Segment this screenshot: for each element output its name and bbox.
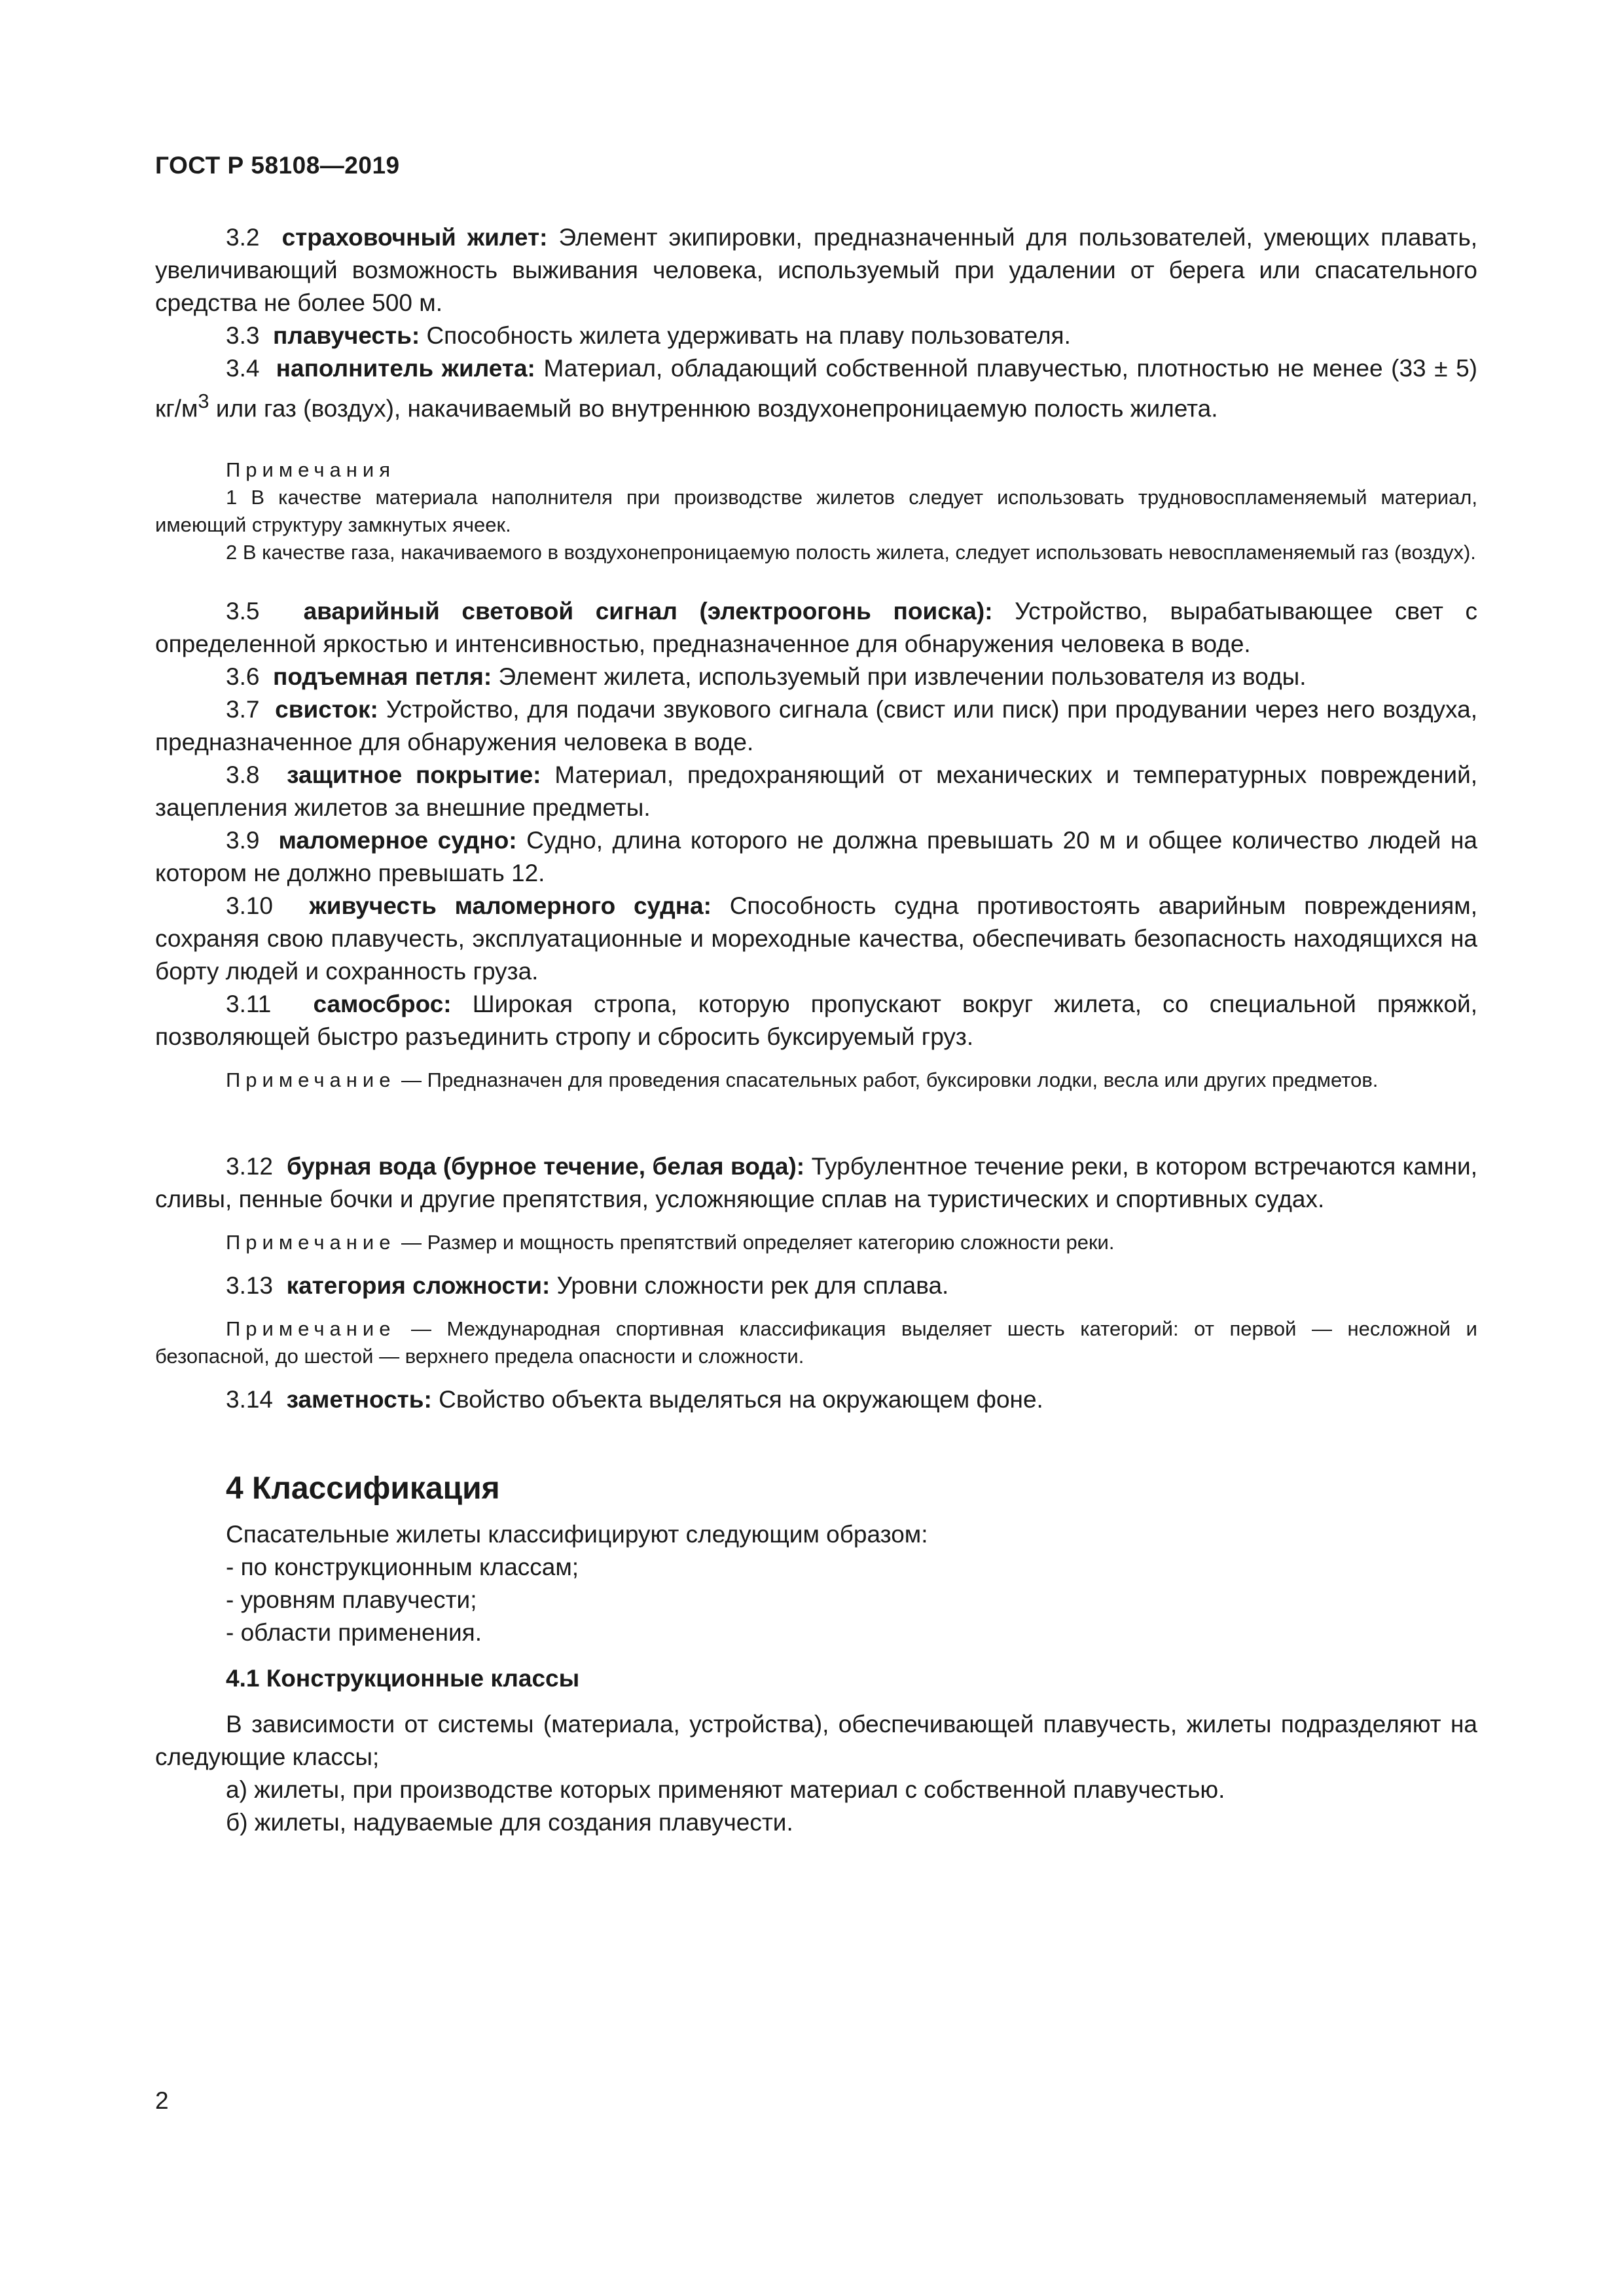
term-3-3 [155,319,1477,352]
term-number: 3.7 [226,696,260,723]
superscript: 3 [198,390,209,412]
term-name: наполнитель жилета: [276,355,535,382]
term-name: категория сложности: [286,1272,550,1300]
term-definition: Элемент жилета, используемый при извлечении пользователя из воды. [492,663,1307,691]
term-name: живучесть маломерного судна: [309,892,712,920]
term-3-11 [155,988,1477,1053]
term-3-7 [155,693,1477,759]
term-number: 3.9 [226,827,260,854]
term-number: 3.8 [226,761,260,789]
term-3-6 [155,661,1477,693]
term-3-5 [155,595,1477,661]
term-number: 3.10 [226,892,274,920]
section-4-1-intro: В зависимости от системы (материала, устройства), обеспечивающей плавучесть, жилеты подразделяют на следующие классы; [155,1711,1477,1771]
term-3-9 [155,824,1477,890]
term-name: плавучесть: [273,322,420,349]
term-3-2 [155,221,1477,319]
note-text: — Международная спортивная классификация выделяет шесть категорий: от первой — несложной и безопасной, до шестой — верхнего предела опасности и сложности. [155,1317,1477,1368]
term-name: свисток: [275,696,378,723]
class-item: а) жилеты, при производстве которых применяют материал с собственной плавучестью. [226,1776,1225,1804]
class-item: б) жилеты, надуваемые для создания плавучести. [226,1809,793,1836]
term-definition: Способность жилета удерживать на плаву пользователя. [420,322,1071,349]
note-3-12 [155,1229,1477,1256]
term-number: 3.2 [226,224,260,251]
term-name: самосброс: [313,991,452,1018]
term-definition: Судно, длина которого не должна превышать 20 м и общее количество людей на котором не должно превышать 12. [155,827,1477,887]
term-definition: Материал, предохраняющий от механических и температурных повреждений, зацепления жилетов за внешние предметы. [155,761,1478,822]
section-4-title: 4 Классификация [226,1471,500,1506]
classification-item: - области применения. [226,1619,482,1647]
section-4-intro: Спасательные жилеты классифицируют следующим образом: [226,1521,928,1548]
term-name: защитное покрытие: [287,761,541,789]
term-name: подъемная петля: [273,663,492,691]
note-label: Примечание [226,1317,396,1341]
notes-heading: Примечания [226,458,395,482]
term-3-12 [155,1150,1477,1216]
term-3-4 [155,352,1477,425]
classification-item: - по конструкционным классам; [226,1554,579,1581]
term-number: 3.11 [226,991,272,1018]
page-number: 2 [155,2087,169,2114]
term-number: 3.14 [226,1386,274,1413]
document-body [155,221,1477,1839]
term-definition: Уровни сложности рек для сплава. [550,1272,949,1300]
document-header: ГОСТ Р 58108—2019 [155,152,400,179]
note-item: 1 В качестве материала наполнителя при производстве жилетов следует использовать трудновоспламеняемый материал, имеющий структуру замкнутых ячеек. [155,486,1477,537]
term-definition: Способность судна противостоять аварийным повреждениям, сохраняя свою плавучесть, эксплуатационные и мореходные качества, обеспечивать безопасность находящихся на борту людей и сохранность груза. [155,892,1477,985]
term-definition: Устройство, вырабатывающее свет с определенной яркостью и интенсивностью, предназначенное для обнаружения человека в воде. [155,598,1477,658]
term-definition: Материал, обладающий собственной плавучестью, плотностью не менее (33 ± 5) кг/м [155,355,1478,422]
term-definition: Турбулентное течение реки, в котором встречаются камни, сливы, пенные бочки и другие препятствия, усложняющие сплав на туристических и спортивных судах. [155,1153,1477,1213]
note-text: — Предназначен для проведения спасательных работ, буксировки лодки, весла или других предметов. [395,1068,1379,1092]
term-3-10 [155,890,1477,988]
term-definition: Элемент экипировки, предназначенный для пользователей, умеющих плавать, увеличивающий возможность выживания человека, используемый при удалении от берега или спасательного средства не более 500 м. [155,224,1478,316]
classification-item: - уровням плавучести; [226,1586,477,1614]
term-number: 3.12 [226,1153,274,1180]
note-text: — Размер и мощность препятствий определяет категорию сложности реки. [395,1231,1115,1254]
term-definition: Устройство, для подачи звукового сигнала (свист или писк) при продувании через него воздуха, предназначенное для обнаружения человека в воде. [155,696,1477,756]
term-name: аварийный световой сигнал (электроогонь поиска): [303,598,993,625]
term-3-8 [155,759,1477,824]
term-name: маломерное судно: [278,827,517,854]
term-number: 3.3 [226,322,260,349]
term-number: 3.4 [226,355,260,382]
term-number: 3.6 [226,663,260,691]
note-label: Примечание [226,1068,396,1092]
note-3-13 [155,1315,1477,1370]
term-name: страховочный жилет: [281,224,548,251]
note-label: Примечание [226,1231,396,1254]
term-definition: Свойство объекта выделяться на окружающем фоне. [431,1386,1043,1413]
term-name: бурная вода (бурное течение, белая вода): [286,1153,805,1180]
term-definition: Широкая стропа, которую пропускают вокруг жилета, со специальной пряжкой, позволяющей быстро разъединить стропу и сбросить буксируемый груз. [155,991,1477,1051]
term-name: заметность: [286,1386,432,1413]
term-definition-cont: или газ (воздух), накачиваемый во внутреннюю воздухонепроницаемую полость жилета. [209,395,1218,422]
note-3-11 [155,1066,1477,1094]
term-3-14 [155,1383,1477,1416]
term-3-13 [155,1269,1477,1302]
note-item: 2 В качестве газа, накачиваемого в воздухонепроницаемую полость жилета, следует использовать невоспламеняемый газ (воздух). [226,541,1476,564]
term-number: 3.5 [226,598,260,625]
section-4-1-title: 4.1 Конструкционные классы [226,1665,580,1692]
term-number: 3.13 [226,1272,274,1300]
